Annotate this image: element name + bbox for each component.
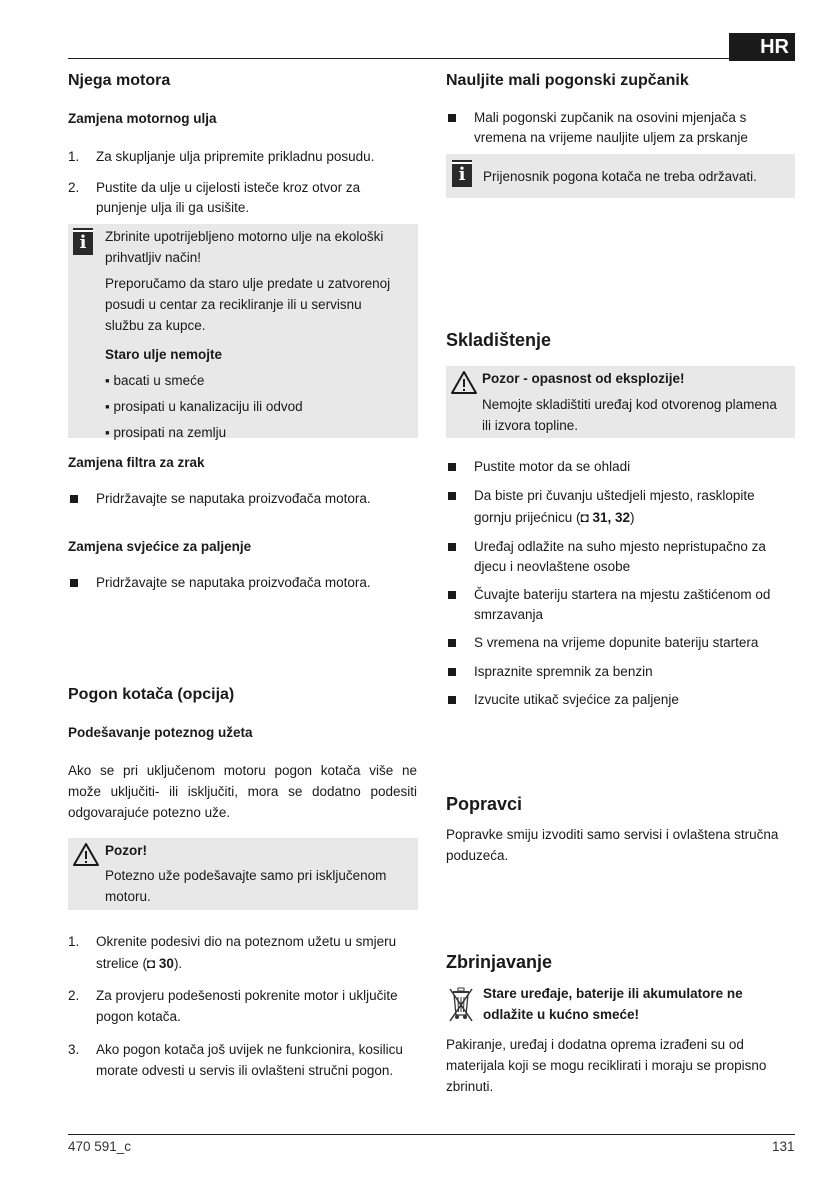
- list-item: S vremena na vrijeme dopunite bateriju startera: [446, 633, 796, 653]
- page-number: 131: [772, 1139, 795, 1154]
- list-item: Ispraznite spremnik za benzin: [446, 662, 796, 682]
- list-item: 2. Pustite da ulje u cijelosti isteče kroz otvor za punjenje ulja ili ga usišite.: [68, 180, 361, 215]
- warning-text: Pozor! Potezno uže podešavajte samo pri isključenom motoru.: [105, 843, 387, 904]
- list-item: Pridržavajte se naputaka proizvođača motora.: [68, 573, 428, 593]
- subheading-spark-plug: Zamjena svjećice za paljenje: [68, 539, 252, 554]
- header-rule: [68, 58, 795, 59]
- subheading-air-filter: Zamjena filtra za zrak: [68, 455, 205, 470]
- section-title-motor-care: Njega motora: [68, 72, 171, 89]
- section-title-disposal: Zbrinjavanje: [446, 952, 553, 972]
- section-title-wheel-drive: Pogon kotača (opcija): [68, 686, 235, 703]
- disposal-paragraph: Pakiranje, uređaj i dodatna oprema izrađeni su od materijala koji se mogu reciklirati i moraju se propisno zbrinuti.: [446, 1037, 767, 1094]
- list-item: 1. Okrenite podesivi dio na poteznom užetu u smjeru strelice (◘ 30).: [68, 934, 397, 971]
- bullet-square-icon: [448, 492, 456, 500]
- figure-reference: ◘ 31, 32: [580, 510, 631, 525]
- info-icon: i: [73, 228, 93, 255]
- disposal-warning: Stare uređaje, baterije ili akumulatore ne odlažite u kućno smeće!: [483, 986, 743, 1022]
- bullet-square-icon: [448, 463, 456, 471]
- bullet-square-icon: [448, 114, 456, 122]
- repair-paragraph: Popravke smiju izvoditi samo servisi i ovlaštena stručna poduzeća.: [446, 827, 779, 863]
- bullet-square-icon: [448, 543, 456, 551]
- bullet-square-icon: [448, 668, 456, 676]
- info-icon: i: [452, 160, 472, 187]
- language-tab: HR: [729, 33, 795, 61]
- storage-warning-text: Pozor - opasnost od eksplozije! Nemojte skladištiti uređaj kod otvorenog plamena ili izvora topline.: [482, 371, 777, 433]
- list-item: 1. Za skupljanje ulja pripremite prikladnu posudu.: [68, 149, 375, 164]
- bullet-square-icon: [70, 579, 78, 587]
- subheading-oil-change: Zamjena motornog ulja: [68, 111, 217, 126]
- crossed-bin-icon: [448, 985, 474, 1023]
- warning-triangle-icon: [450, 370, 478, 395]
- list-item: Pustite motor da se ohladi: [446, 457, 796, 477]
- list-item: Uređaj odlažite na suho mjesto nepristupačno za djecu i neovlaštene osobe: [446, 537, 796, 579]
- list-item: 3. Ako pogon kotača još uvijek ne funkcionira, kosilicu morate odvesti u servis ili ovlašteni stručni pogon.: [68, 1042, 403, 1078]
- section-title-storage: Skladištenje: [446, 330, 552, 350]
- list-item: 2. Za provjeru podešenosti pokrenite motor i uključite pogon kotača.: [68, 988, 398, 1024]
- list-item: Čuvajte bateriju startera na mjestu zaštićenom od smrzavanja: [446, 585, 796, 627]
- subheading-cable-adjust: Podešavanje poteznog užeta: [68, 725, 253, 740]
- cable-paragraph: Ako se pri uključenom motoru pogon kotača više ne može uključiti- ili isključiti, mora se dodatno podesiti odgovarajuće potezno uže.: [68, 763, 417, 820]
- footer-rule: [68, 1134, 795, 1135]
- list-item: Izvucite utikač svjećice za paljenje: [446, 690, 796, 710]
- warning-triangle-icon: [72, 842, 100, 867]
- section-title-gear-oil: Nauljite mali pogonski zupčanik: [446, 72, 689, 89]
- document-code: 470 591_c: [68, 1139, 132, 1154]
- bullet-square-icon: [448, 639, 456, 647]
- oil-info-text: Zbrinite upotrijebljeno motorno ulje na ekološki prihvatljiv način! Preporučamo da staro ulje predate u zatvorenoj posudi u centar za recikliranje ili u servisnu službu za kupce. Staro ulje nemojte ▪ bacati u smeće ▪ prosipati u kanalizaciju ili odvod ▪ prosipati na zemlju: [105, 229, 391, 440]
- list-item: Da biste pri čuvanju uštedjeli mjesto, rasklopite gornju prijećnicu (◘ 31, 32): [446, 486, 796, 528]
- list-item: Pridržavajte se naputaka proizvođača motora.: [68, 489, 428, 509]
- bullet-square-icon: [448, 591, 456, 599]
- section-title-repairs: Popravci: [446, 794, 523, 814]
- bullet-square-icon: [70, 495, 78, 503]
- bullet-square-icon: [448, 696, 456, 704]
- gear-info-text: Prijenosnik pogona kotača ne treba održavati.: [483, 169, 757, 184]
- list-item: Mali pogonski zupčanik na osovini mjenjača s vremena na vrijeme nauljite uljem za prskanje: [446, 108, 796, 148]
- figure-reference: ◘ 30: [147, 956, 174, 971]
